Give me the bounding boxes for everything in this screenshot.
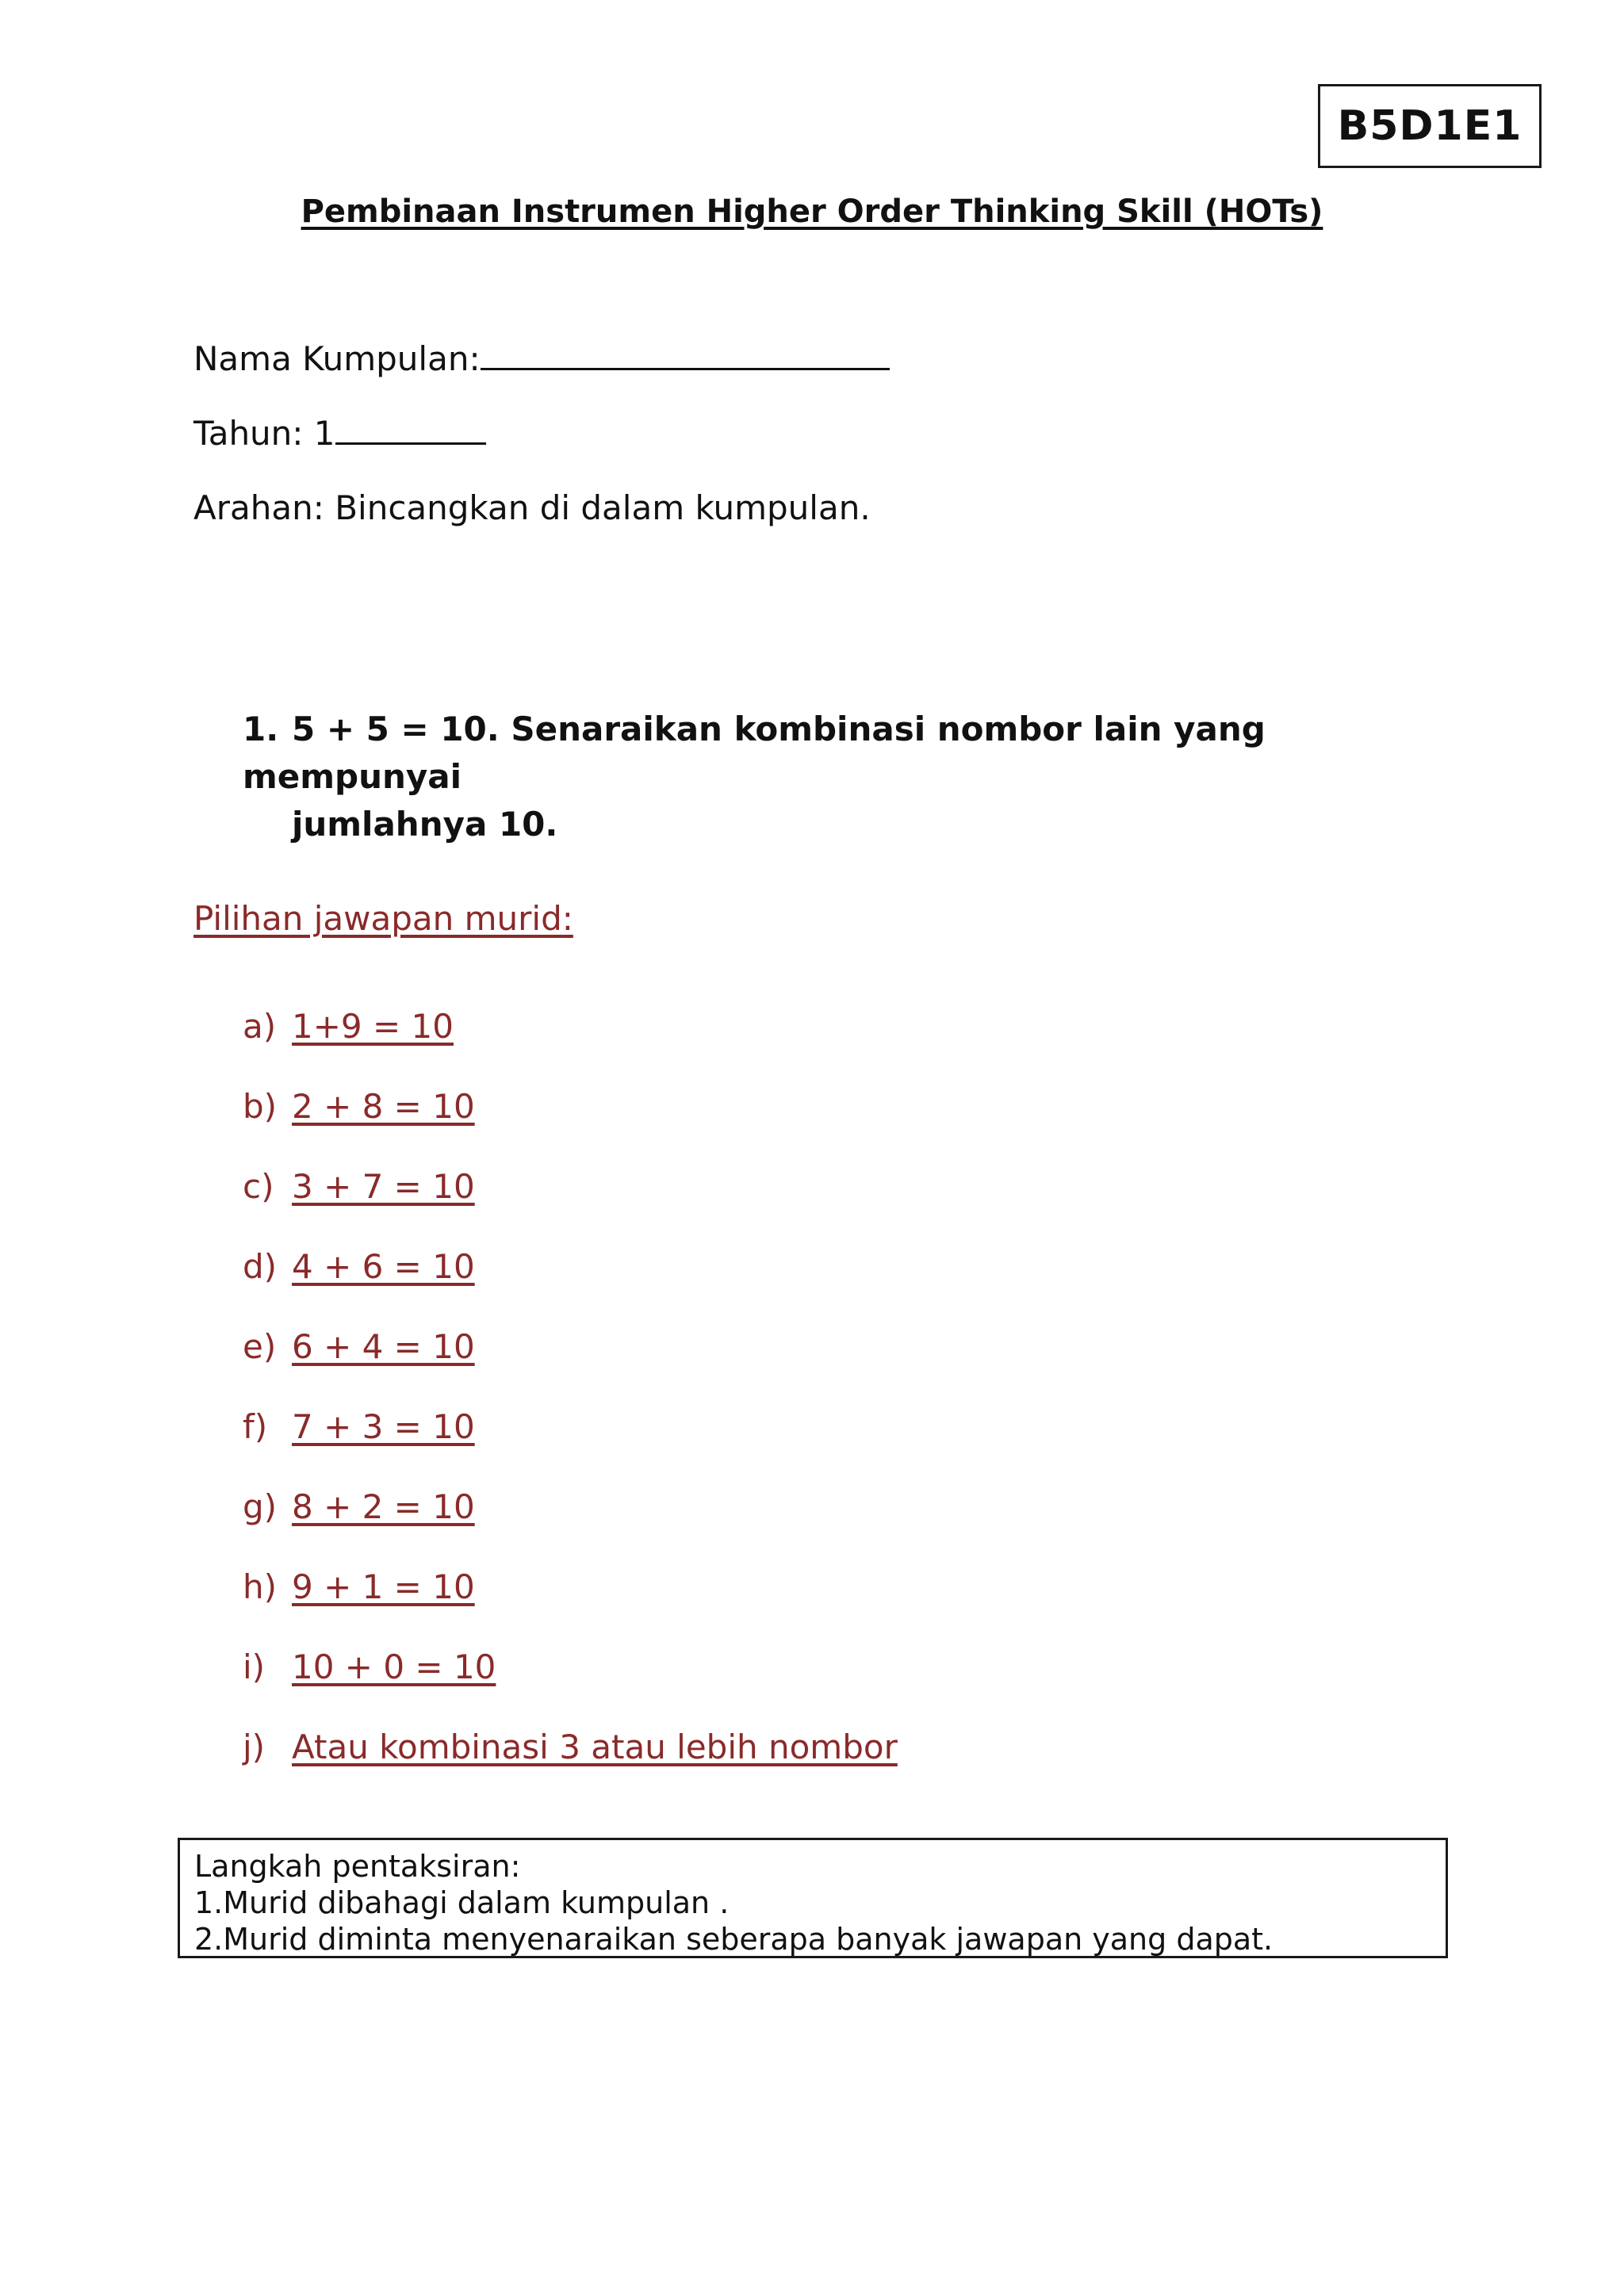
answer-letter: a) (243, 1007, 277, 1046)
answers-list (243, 1007, 898, 1808)
document-title: Pembinaan Instrumen Higher Order Thinking Skill (HOTs) (301, 193, 1323, 230)
answer-text: 4 + 6 = 10 (292, 1247, 475, 1286)
answer-letter: e) (243, 1327, 277, 1366)
answer-item-a (243, 1007, 898, 1087)
answer-text: 6 + 4 = 10 (292, 1327, 475, 1366)
answer-item-f (243, 1407, 898, 1487)
year-field (193, 414, 486, 453)
group-name-label: Nama Kumpulan: (193, 339, 481, 378)
answer-text: 1+9 = 10 (292, 1007, 454, 1046)
assessment-box (178, 1838, 1448, 1958)
answer-text: 2 + 8 = 10 (292, 1087, 475, 1126)
answer-letter: h) (243, 1567, 278, 1606)
answer-item-h (243, 1567, 898, 1647)
answer-item-j (243, 1728, 898, 1808)
answer-letter: d) (243, 1247, 278, 1286)
question-number: 1. (243, 710, 279, 748)
answer-item-e (243, 1327, 898, 1407)
question-1 (243, 706, 1385, 848)
answer-letter: b) (243, 1087, 278, 1126)
answer-letter: j) (243, 1728, 266, 1766)
answer-item-c (243, 1167, 898, 1247)
answer-text: 3 + 7 = 10 (292, 1167, 475, 1206)
group-name-field (193, 339, 890, 378)
answer-text: Atau kombinasi 3 atau lebih nombor (292, 1728, 898, 1766)
year-blank (335, 419, 486, 445)
answer-text: 7 + 3 = 10 (292, 1407, 475, 1446)
answer-letter: c) (243, 1167, 274, 1206)
answer-item-b (243, 1087, 898, 1167)
assessment-heading: Langkah pentaksiran: (194, 1849, 521, 1884)
assessment-step-1: 1.Murid dibahagi dalam kumpulan . (194, 1885, 730, 1920)
answer-text: 10 + 0 = 10 (292, 1647, 496, 1686)
answer-letter: i) (243, 1647, 266, 1686)
answer-text: 9 + 1 = 10 (292, 1567, 475, 1606)
answers-heading: Pilihan jawapan murid: (193, 899, 573, 938)
question-text-line1: 5 + 5 = 10. Senaraikan kombinasi nombor lain yang mempunyai (243, 710, 1266, 796)
question-text-line2: jumlahnya 10. (292, 805, 558, 844)
instruction-text: Arahan: Bincangkan di dalam kumpulan. (193, 488, 871, 527)
year-label: Tahun: 1 (193, 414, 335, 453)
answer-item-i (243, 1647, 898, 1728)
answer-text: 8 + 2 = 10 (292, 1487, 475, 1526)
answer-letter: g) (243, 1487, 278, 1526)
group-name-blank (481, 344, 890, 370)
assessment-step-2: 2.Murid diminta menyenaraikan seberapa banyak jawapan yang dapat. (194, 1922, 1274, 1957)
answer-letter: f) (243, 1407, 268, 1446)
answer-item-g (243, 1487, 898, 1567)
answer-item-d (243, 1247, 898, 1327)
document-code-box: B5D1E1 (1318, 84, 1542, 168)
